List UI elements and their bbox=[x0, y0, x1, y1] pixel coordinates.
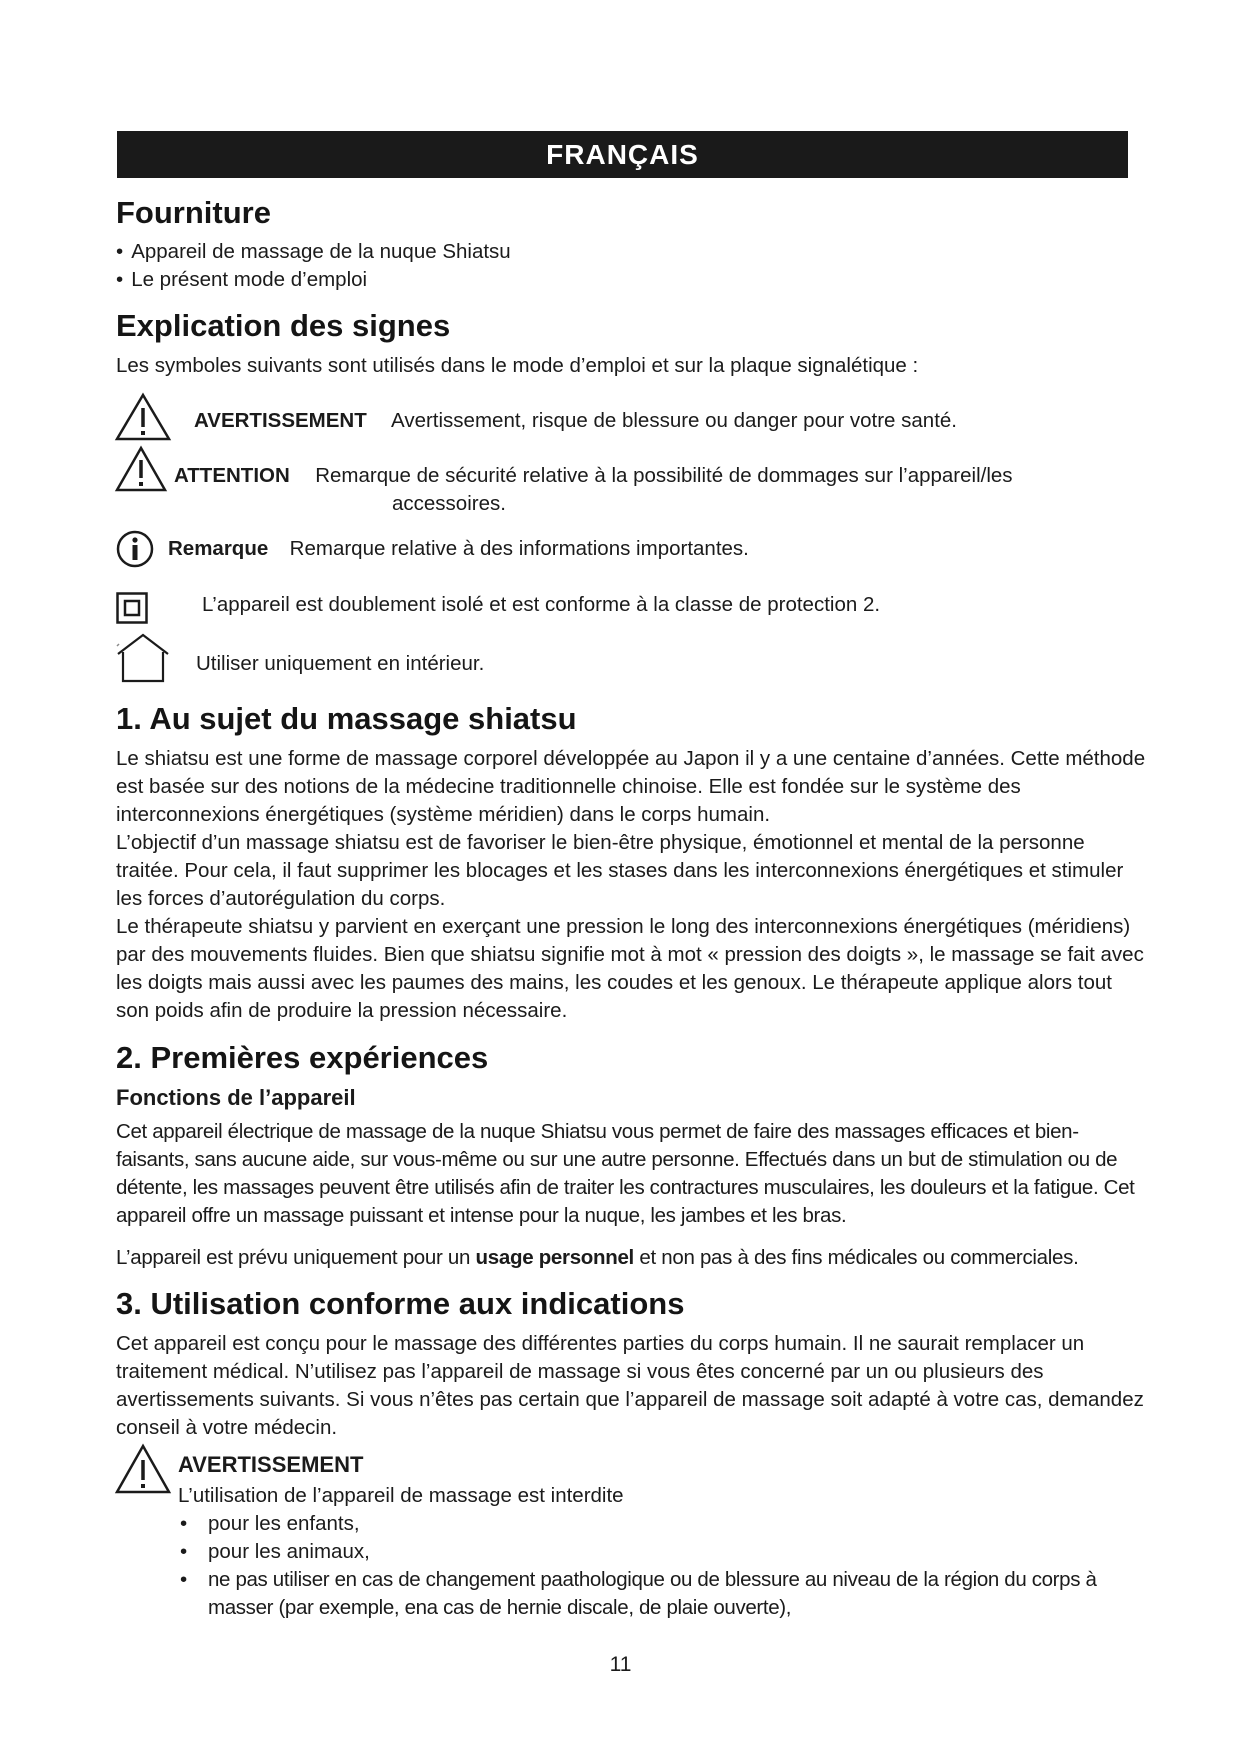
list-item: • ne pas utiliser en cas de changement paathologique ou de blessure au niveau de la région du corps à masser (par exemple, ena cas de hernie discale, de plaie ouverte), bbox=[178, 1566, 1138, 1622]
language-banner: FRANÇAIS bbox=[117, 131, 1128, 178]
signes-intro: Les symboles suivants sont utilisés dans le mode d’emploi et sur la plaque signalétique : bbox=[116, 354, 919, 377]
section2-subheading: Fonctions de l’appareil bbox=[116, 1085, 356, 1110]
caution-triangle-icon bbox=[114, 445, 168, 493]
classe2-text: L’appareil est doublement isolé et est conforme à la classe de protection 2. bbox=[202, 593, 881, 616]
attention-text: Remarque de sécurité relative à la possibilité de dommages sur l’appareil/les bbox=[315, 464, 1013, 487]
list-item: • pour les enfants, bbox=[178, 1510, 1138, 1538]
warning-heading: AVERTISSEMENT bbox=[178, 1452, 364, 1477]
usage-emphasis: usage personnel bbox=[475, 1246, 634, 1269]
page-number: 11 bbox=[609, 1653, 632, 1676]
indoor-house-icon bbox=[113, 632, 171, 684]
avertissement-label: AVERTISSEMENT bbox=[194, 409, 367, 432]
usage-text-after: et non pas à des fins médicales ou commerciales. bbox=[633, 1246, 1079, 1269]
section1-paragraph: Le shiatsu est une forme de massage corporel développée au Japon il y a une centaine d’années. Cette méthode est basée sur des notions de la médecine traditionnelle chinoise. Elle est fondée sur le système des interconnexions énergétiques (système méridien) dans le corps humain. bbox=[116, 747, 1146, 826]
remarque-text: Remarque relative à des informations importantes. bbox=[289, 537, 749, 560]
section1-body bbox=[116, 745, 1146, 1025]
signes-heading: Explication des signes bbox=[116, 308, 451, 343]
warning-intro: L’utilisation de l’appareil de massage est interdite bbox=[178, 1484, 624, 1507]
list-item: • Appareil de massage de la nuque Shiatsu bbox=[116, 238, 511, 266]
section2-paragraph: Cet appareil électrique de massage de la nuque Shiatsu vous permet de faire des massages efficaces et bien-faisants, sans aucune aide, sur vous-même ou sur une autre personne. Effectués dans un but de stimulation ou de détente, les massages peuvent être utilisés afin de traiter les contractures musculaires, les douleurs et la fatigue. Cet appareil offre un massage puissant et intense pour la nuque, les jambes et les bras. bbox=[116, 1120, 1135, 1227]
warning-list bbox=[178, 1510, 1138, 1622]
attention-label: ATTENTION bbox=[174, 464, 290, 487]
usage-text-before: L’appareil est prévu uniquement pour un bbox=[116, 1246, 476, 1269]
usage-paragraph bbox=[116, 1244, 1146, 1272]
interieur-text: Utiliser uniquement en intérieur. bbox=[196, 652, 485, 675]
warning-triangle-icon bbox=[114, 1443, 172, 1495]
avertissement-row bbox=[194, 407, 957, 435]
info-circle-icon bbox=[115, 529, 155, 569]
list-item: • Le présent mode d’emploi bbox=[116, 266, 511, 294]
fourniture-heading: Fourniture bbox=[116, 195, 271, 230]
double-insulation-icon bbox=[116, 592, 148, 624]
section2-heading: 2. Premières expériences bbox=[116, 1040, 489, 1075]
attention-row bbox=[174, 462, 1013, 490]
section3-paragraph: Cet appareil est conçu pour le massage des différentes parties du corps humain. Il ne saurait remplacer un traitement médical. N’utilisez pas l’appareil de massage si vous êtes concerné par un ou plusieurs des avertissements suivants. Si vous n’êtes pas certain que l’appareil de massage soit adapté à votre cas, demandez conseil à votre médecin. bbox=[116, 1332, 1144, 1439]
section1-paragraph: Le thérapeute shiatsu y parvient en exerçant une pression le long des interconnexions énergétiques (méridiens) par des mouvements fluides. Bien que shiatsu signifie mot à mot « pression des doigts », le massage se fait avec les doigts mais aussi avec les paumes des mains, les coudes et les genoux. Le thérapeute applique alors tout son poids afin de produire la pression nécessaire. bbox=[116, 915, 1144, 1022]
remarque-row bbox=[168, 535, 749, 563]
section1-paragraph: L’objectif d’un massage shiatsu est de favoriser le bien-être physique, émotionnel et mental de la personne traitée. Pour cela, il faut supprimer les blocages et les stases dans les interconnexions énergétiques et stimuler les forces d’autorégulation du corps. bbox=[116, 831, 1124, 910]
attention-text-continued: accessoires. bbox=[392, 492, 506, 515]
remarque-label: Remarque bbox=[168, 537, 269, 560]
avertissement-text: Avertissement, risque de blessure ou danger pour votre santé. bbox=[391, 409, 958, 432]
warning-triangle-icon bbox=[114, 392, 172, 442]
fourniture-list bbox=[116, 238, 511, 294]
section3-heading: 3. Utilisation conforme aux indications bbox=[116, 1286, 685, 1321]
section1-heading: 1. Au sujet du massage shiatsu bbox=[116, 701, 577, 736]
list-item: • pour les animaux, bbox=[178, 1538, 1138, 1566]
